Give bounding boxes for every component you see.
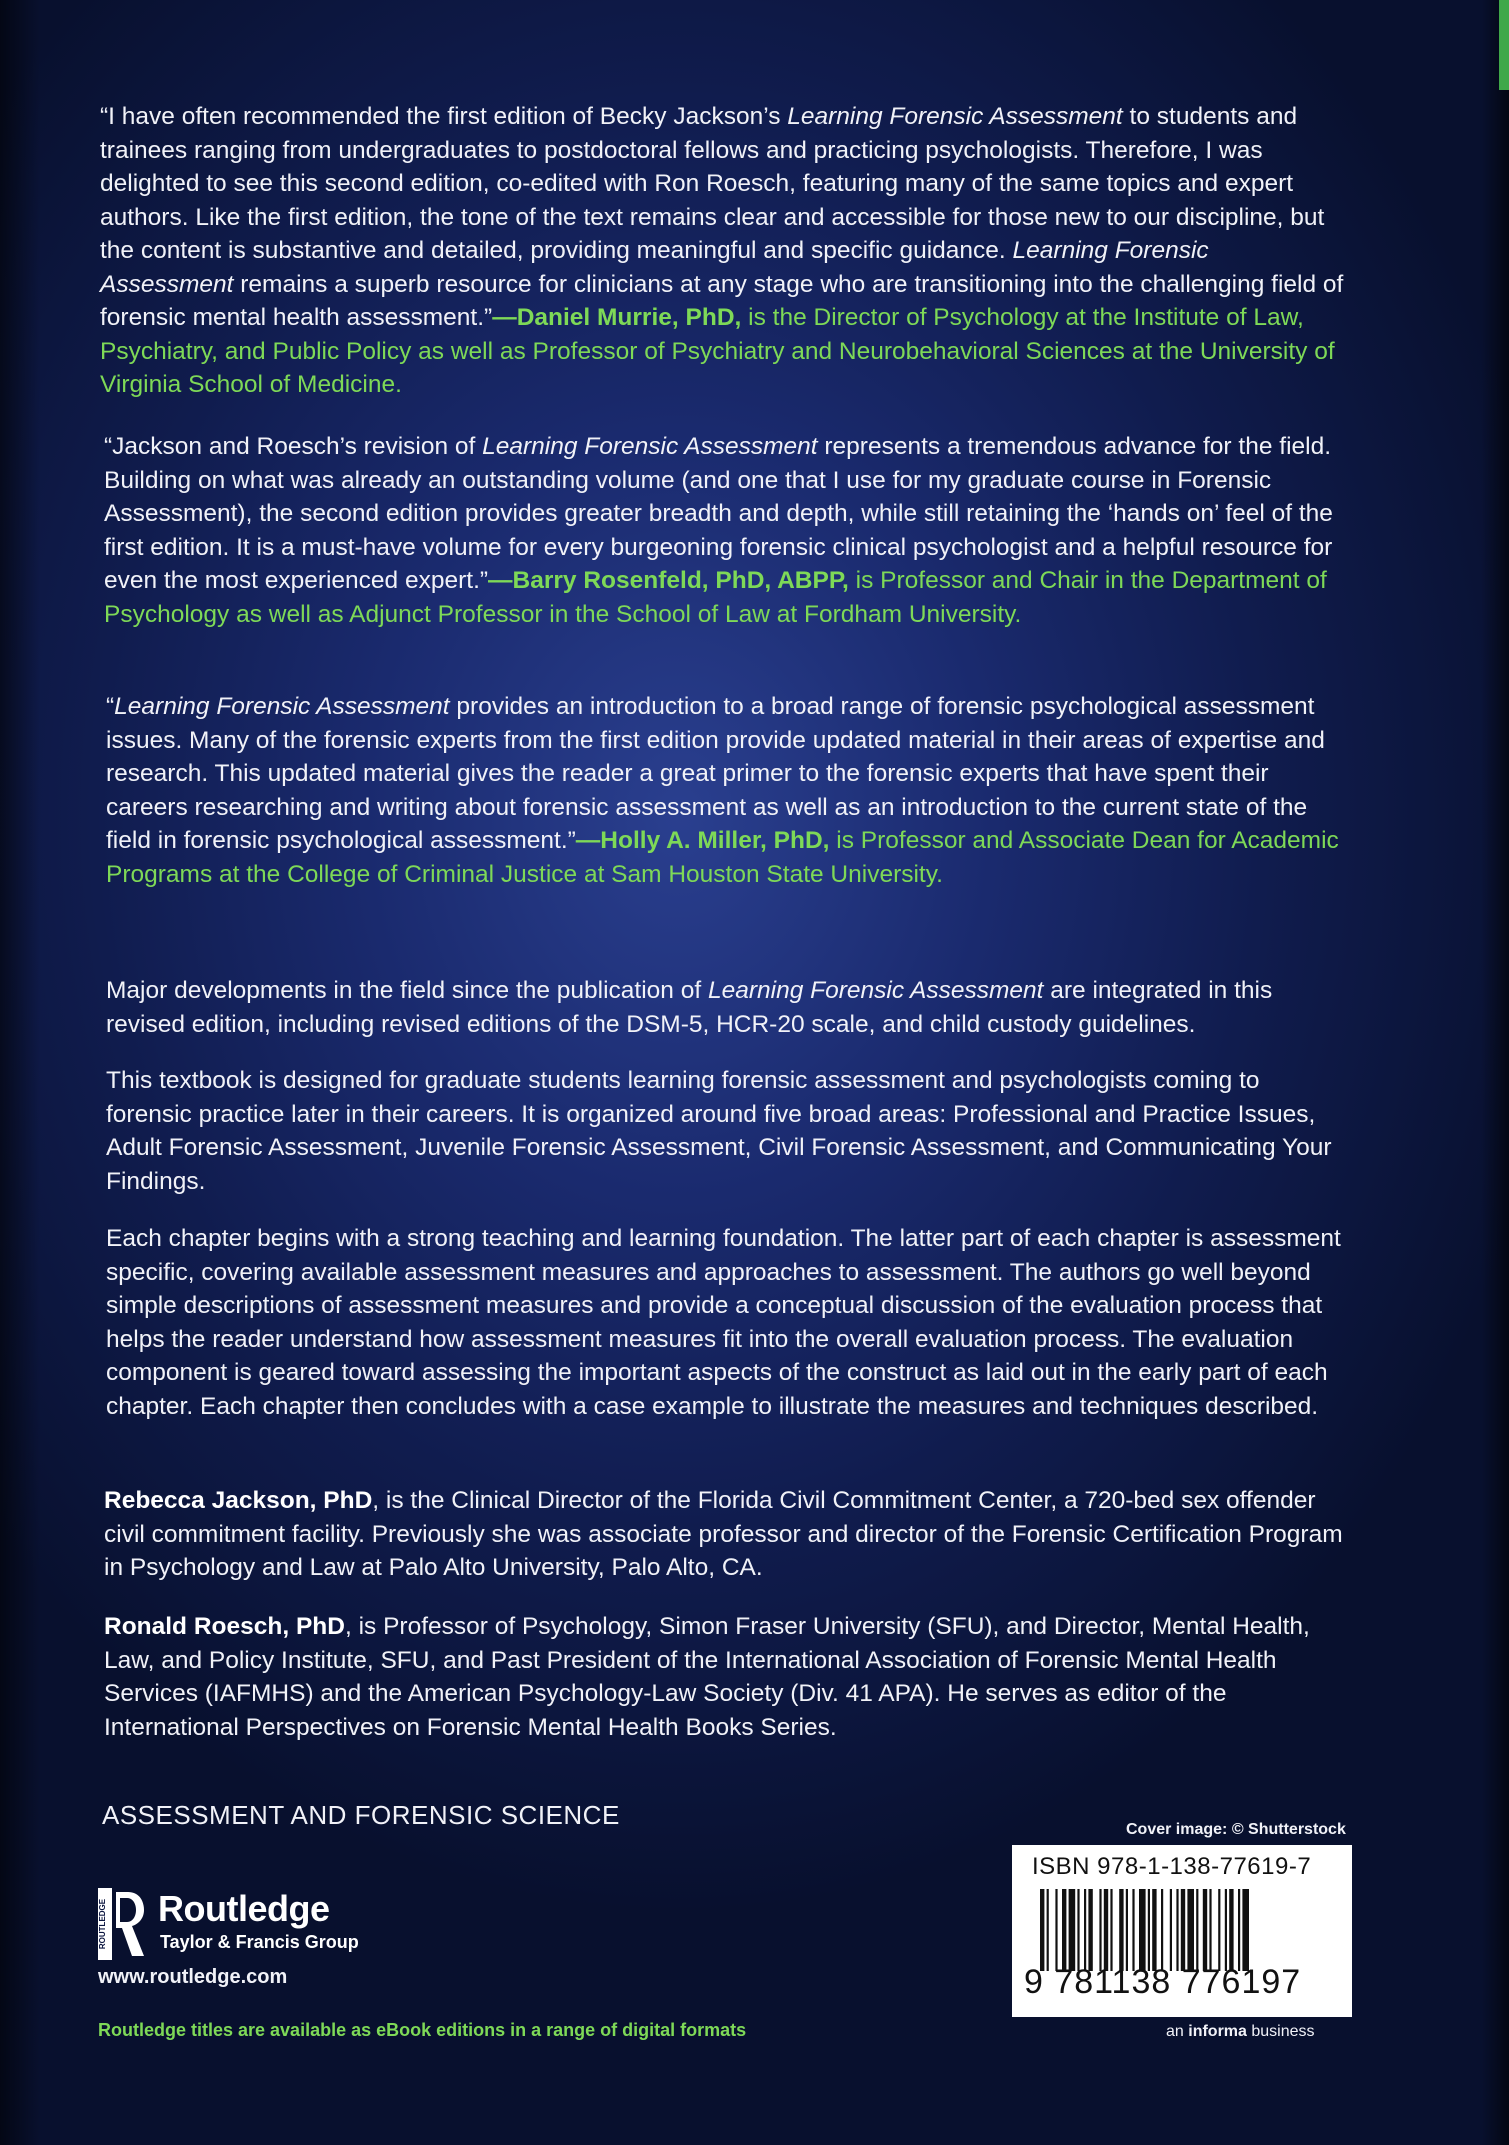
routledge-logo — [98, 1888, 398, 1968]
logo-vertical-text: ROUTLEDGE — [98, 1898, 107, 1950]
isbn-barcode-box — [1012, 1845, 1352, 2017]
publisher-name: Routledge — [158, 1888, 330, 1929]
bio-rebecca-jackson — [104, 1484, 1349, 1585]
series-label: ASSESSMENT AND FORENSIC SCIENCE — [102, 1800, 620, 1830]
spine-shadow — [0, 0, 40, 2145]
description-paragraph-2: This textbook is designed for graduate students learning forensic assessment and psychologists coming to forensic practice later in their careers. It is organized around five broad areas: Professional and Practice Issues, Adult Forensic Assessment, Juvenile Forensic Assessment, Civil Forensic Assessment, and Communicating Your Findings. — [106, 1067, 1332, 1195]
barcode-digits: 9 781138 776197 — [1024, 1963, 1302, 2001]
quote-affiliation: is the Director of Psychology at the Institute of Law, Psychiatry, and Public Policy as well as Professor of Psychiatry and Neurobehavioral Sciences at the University of Virginia School of Medicine. — [100, 304, 1335, 398]
bio-name: Ronald Roesch, PhD — [104, 1613, 345, 1640]
description-paragraph-3: Each chapter begins with a strong teaching and learning foundation. The latter part of each chapter is assessment specific, covering available assessment measures and approaches to assessment. The authors go well beyond simple descriptions of assessment measures and provide a conceptual discussion of the evaluation process that helps the reader understand how assessment measures fit into the overall evaluation process. The evaluation component is geared toward assessing the important aspects of the construct as laid out in the early part of each chapter. Each chapter then concludes with a case example to illustrate the measures and techniques described. — [106, 1225, 1341, 1420]
quote-author: —Barry Rosenfeld, PhD, ABPP, — [488, 567, 849, 594]
quote-author: —Holly A. Miller, PhD, — [575, 827, 830, 854]
book-title: Learning Forensic Assessment — [482, 433, 818, 460]
isbn-label: ISBN 978-1-138-77619-7 — [1032, 1853, 1312, 1880]
bio-name: Rebecca Jackson, PhD — [104, 1487, 373, 1514]
quote-affiliation: is Professor and Chair in the Department of Psychology as well as Adjunct Professor in the School of Law at Fordham University. — [104, 567, 1327, 628]
book-title: Learning Forensic Assessment — [100, 237, 1209, 298]
informa-business-label: an informa business — [1166, 2023, 1315, 2040]
quote-text: “Learning Forensic Assessment provides an introduction to a broad range of forensic psychological assessment issues. Many of the forensic experts from the first edition provide updated material in their areas of expertise and research. This updated material gives the reader a great primer to the forensic experts that have spent their careers researching and writing about forensic assessment as well as an introduction to the current state of the field in forensic psychological assessment.”—Holly A. Miller, PhD, is Professor and Associate Dean for Academic Programs at the College of Criminal Justice at Sam Houston State University. — [106, 693, 1339, 888]
publisher-url[interactable]: www.routledge.com — [98, 1966, 288, 1988]
quote-text: “Jackson and Roesch’s revision of Learning Forensic Assessment represents a tremendous advance for the field. Building on what was already an outstanding volume (and one that I use for my graduate course in Forensic Assessment), the second edition provides greater breadth and depth, while still retaining the ‘hands on’ feel of the first edition. It is a must-have volume for every burgeoning forensic clinical psychologist and a helpful resource for even the most experienced expert.”—Barry Rosenfeld, PhD, ABPP, is Professor and Chair in the Department of Psychology as well as Adjunct Professor in the School of Law at Fordham University. — [104, 433, 1333, 628]
endorsement-quote-rosenfeld — [104, 430, 1349, 631]
book-title: Learning Forensic Assessment — [707, 977, 1044, 1004]
cover-image-credit: Cover image: © Shutterstock — [1126, 1821, 1346, 1838]
book-title: Learning Forensic Assessment — [114, 693, 450, 720]
ebook-note: Routledge titles are available as eBook editions in a range of digital formats — [98, 2020, 747, 2040]
bio-ronald-roesch — [104, 1610, 1349, 1744]
description-paragraph-1: Major developments in the field since the publication of Learning Forensic Assessment are integrated in this revised edition, including revised editions of the DSM-5, HCR-20 scale, and child custody guidelines. — [106, 977, 1273, 1038]
quote-affiliation: is Professor and Associate Dean for Academic Programs at the College of Criminal Justice at Sam Houston State University. — [106, 827, 1339, 888]
right-edge-shadow — [1481, 0, 1509, 2145]
endorsement-quote-murrie — [100, 100, 1345, 402]
barcode-icon — [1040, 1889, 1340, 1971]
quote-text: “I have often recommended the first edition of Becky Jackson’s Learning Forensic Assessment to students and trainees ranging from undergraduates to postdoctoral fellows and practicing psychologists. Therefore, I was delighted to see this second edition, co-edited with Ron Roesch, featuring many of the same topics and expert authors. Like the first edition, the tone of the text remains clear and accessible for those new to our discipline, but the content is substantive and detailed, providing meaningful and specific guidance. Learning Forensic Assessment remains a superb resource for clinicians at any stage who are transitioning into the challenging field of forensic mental health assessment.”—Daniel Murrie, PhD, is the Director of Psychology at the Institute of Law, Psychiatry, and Public Policy as well as Professor of Psychiatry and Neurobehavioral Sciences at the University of Virginia School of Medicine. — [100, 103, 1344, 398]
bio-text: , is Professor of Psychology, Simon Fraser University (SFU), and Director, Mental Health, Law, and Policy Institute, SFU, and Past President of the International Association of Forensic Mental Health Services (IAFMHS) and the American Psychology-Law Society (Div. 41 APA). He serves as editor of the International Perspectives on Forensic Mental Health Books Series. — [104, 1613, 1310, 1741]
green-corner-accent — [1499, 0, 1509, 90]
book-title: Learning Forensic Assessment — [787, 103, 1123, 130]
bio-text: , is the Clinical Director of the Florida Civil Commitment Center, a 720-bed sex offender civil commitment facility. Previously she was associate professor and director of the Forensic Certification Program in Psychology and Law at Palo Alto University, Palo Alto, CA. — [104, 1487, 1343, 1581]
routledge-r-icon — [98, 1888, 146, 1960]
quote-author: —Daniel Murrie, PhD, — [492, 304, 742, 331]
publisher-group: Taylor & Francis Group — [160, 1932, 359, 1952]
endorsement-quote-miller — [106, 690, 1351, 891]
